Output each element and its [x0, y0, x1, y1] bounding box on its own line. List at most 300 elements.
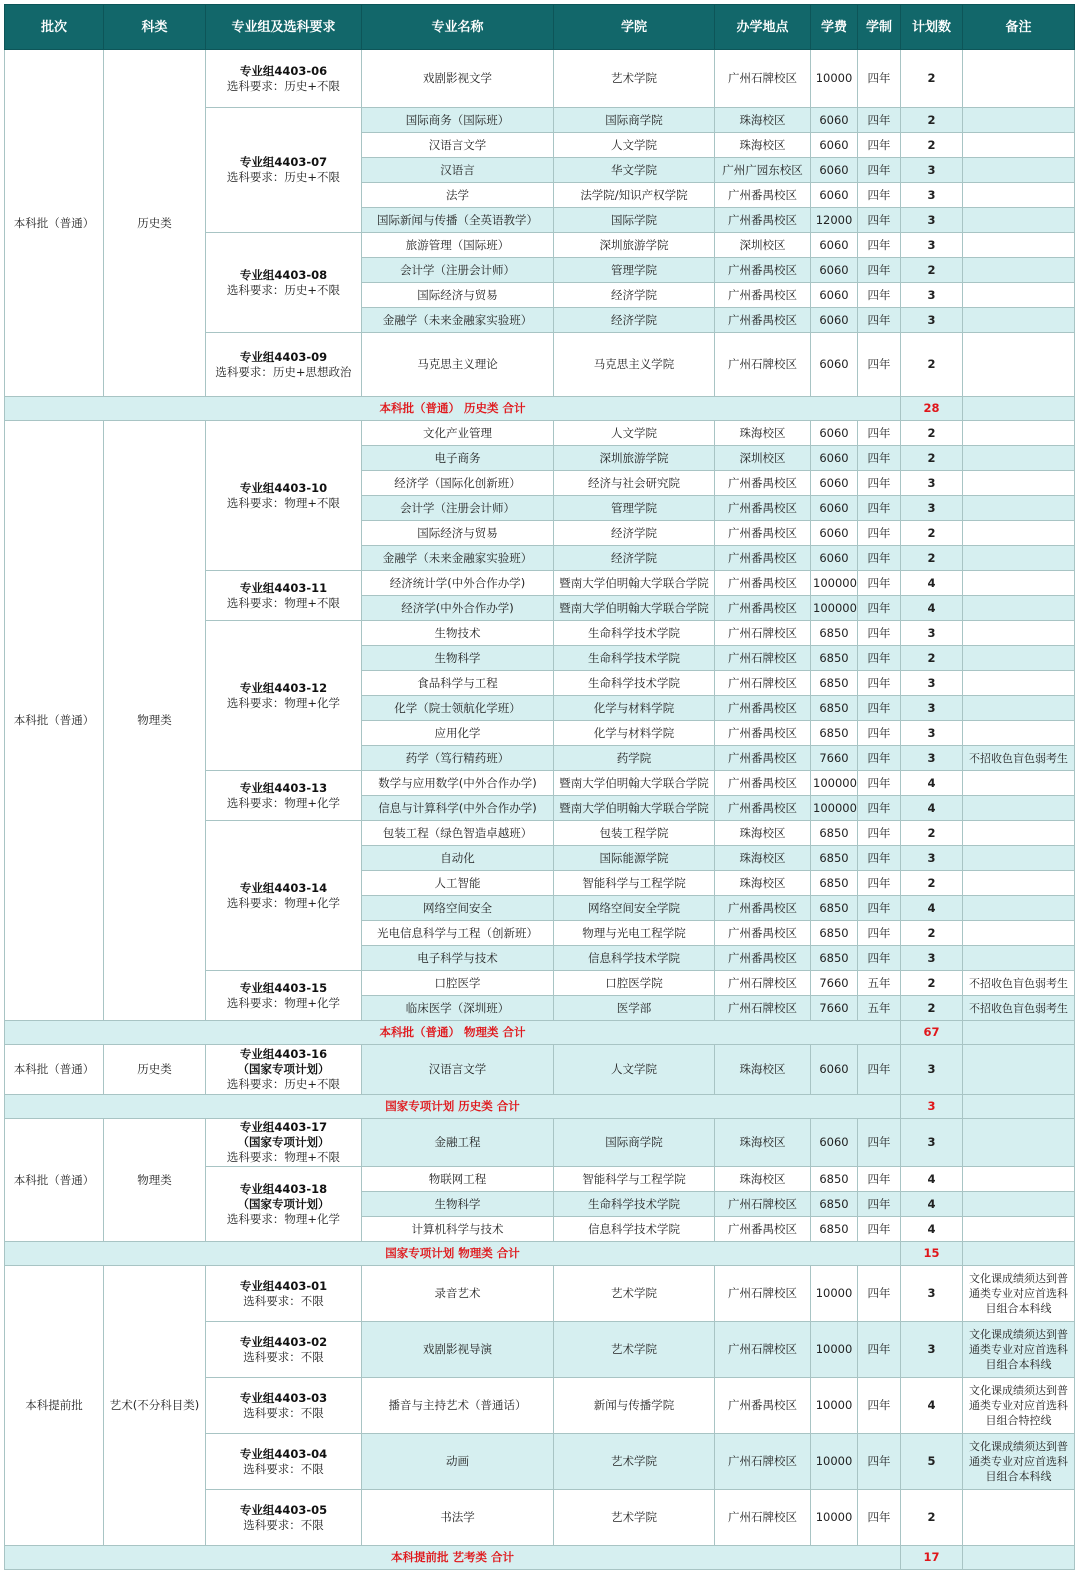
tuition: 6060	[811, 496, 858, 521]
tuition: 7660	[811, 746, 858, 771]
note	[963, 133, 1075, 158]
plan-count: 2	[901, 1490, 963, 1546]
plan-count: 3	[901, 158, 963, 183]
plan-count: 3	[901, 746, 963, 771]
group-code: 专业组4403-05	[239, 1502, 328, 1517]
group-special-plan: （国家专项计划）	[237, 1135, 330, 1149]
college: 物理与光电工程学院	[554, 921, 715, 946]
tuition: 10000	[811, 1322, 858, 1378]
header-duration: 学制	[858, 5, 901, 50]
tuition: 6060	[811, 471, 858, 496]
header-plan: 计划数	[901, 5, 963, 50]
duration: 四年	[858, 183, 901, 208]
major-name: 法学	[362, 183, 554, 208]
note: 不招收色盲色弱考生	[963, 746, 1075, 771]
major-name: 会计学（注册会计师）	[362, 258, 554, 283]
college: 包装工程学院	[554, 821, 715, 846]
college: 暨南大学伯明翰大学联合学院	[554, 771, 715, 796]
group-cell	[206, 621, 362, 771]
subtotal-value: 3	[901, 1095, 963, 1119]
group-code: 专业组4403-09	[239, 349, 328, 364]
major-name: 经济学（国际化创新班）	[362, 471, 554, 496]
duration: 五年	[858, 996, 901, 1021]
campus: 珠海校区	[715, 133, 811, 158]
group-cell	[206, 1322, 362, 1378]
duration: 四年	[858, 446, 901, 471]
group-cell	[206, 821, 362, 971]
group-requirement: 选科要求：物理+化学	[226, 795, 341, 810]
duration: 四年	[858, 871, 901, 896]
campus: 深圳校区	[715, 446, 811, 471]
campus: 广州石牌校区	[715, 971, 811, 996]
campus: 珠海校区	[715, 421, 811, 446]
campus: 广州石牌校区	[715, 996, 811, 1021]
subtotal-note	[963, 1021, 1075, 1045]
group-code: 专业组4403-11	[239, 580, 328, 595]
note	[963, 896, 1075, 921]
major-name: 光电信息科学与工程（创新班）	[362, 921, 554, 946]
group-code: 专业组4403-03	[239, 1390, 328, 1405]
plan-count: 3	[901, 846, 963, 871]
note	[963, 571, 1075, 596]
note: 不招收色盲色弱考生	[963, 971, 1075, 996]
note	[963, 771, 1075, 796]
note	[963, 258, 1075, 283]
plan-count: 2	[901, 996, 963, 1021]
note	[963, 446, 1075, 471]
note	[963, 421, 1075, 446]
duration: 四年	[858, 333, 901, 397]
plan-count: 3	[901, 1045, 963, 1095]
note	[963, 521, 1075, 546]
duration: 四年	[858, 108, 901, 133]
plan-count: 4	[901, 1192, 963, 1217]
plan-count: 2	[901, 50, 963, 108]
plan-count: 4	[901, 896, 963, 921]
college: 经济与社会研究院	[554, 471, 715, 496]
note	[963, 671, 1075, 696]
duration: 四年	[858, 233, 901, 258]
campus: 广州番禺校区	[715, 308, 811, 333]
major-name: 包装工程（绿色智造卓越班）	[362, 821, 554, 846]
tuition: 100000	[811, 596, 858, 621]
tuition: 6060	[811, 258, 858, 283]
duration: 四年	[858, 1434, 901, 1490]
plan-count: 2	[901, 871, 963, 896]
tuition: 6850	[811, 696, 858, 721]
major-name: 书法学	[362, 1490, 554, 1546]
campus: 广州番禺校区	[715, 258, 811, 283]
campus: 珠海校区	[715, 108, 811, 133]
campus: 广州番禺校区	[715, 946, 811, 971]
college: 经济学院	[554, 521, 715, 546]
group-cell	[206, 421, 362, 571]
group-cell	[206, 1045, 362, 1095]
note	[963, 1217, 1075, 1242]
header-major: 专业名称	[362, 5, 554, 50]
subtotal-note	[963, 397, 1075, 421]
plan-count: 2	[901, 333, 963, 397]
college: 管理学院	[554, 258, 715, 283]
group-special-plan: （国家专项计划）	[237, 1196, 330, 1211]
campus: 珠海校区	[715, 1119, 811, 1167]
group-code: 专业组4403-07	[239, 155, 328, 169]
note: 文化课成绩须达到普通类专业对应首选科目组合本科线	[963, 1322, 1075, 1378]
group-requirement: 选科要求：不限	[243, 1405, 324, 1420]
duration: 四年	[858, 771, 901, 796]
major-name: 人工智能	[362, 871, 554, 896]
duration: 四年	[858, 921, 901, 946]
college: 医学部	[554, 996, 715, 1021]
duration: 四年	[858, 1045, 901, 1095]
tuition: 6060	[811, 183, 858, 208]
plan-count: 2	[901, 421, 963, 446]
note	[963, 283, 1075, 308]
campus: 广州番禺校区	[715, 896, 811, 921]
note	[963, 158, 1075, 183]
table-header-row	[5, 5, 1075, 50]
campus: 广州番禺校区	[715, 771, 811, 796]
table-body	[5, 50, 1075, 1570]
college: 生命科学技术学院	[554, 621, 715, 646]
note: 文化课成绩须达到普通类专业对应首选科目组合本科线	[963, 1434, 1075, 1490]
major-name: 动画	[362, 1434, 554, 1490]
major-name: 经济统计学(中外合作办学)	[362, 571, 554, 596]
duration: 四年	[858, 1217, 901, 1242]
note	[963, 721, 1075, 746]
note	[963, 546, 1075, 571]
group-requirement: 选科要求：历史+不限	[226, 170, 341, 184]
group-special-plan: （国家专项计划）	[237, 1062, 330, 1076]
tuition: 6060	[811, 308, 858, 333]
plan-count: 2	[901, 971, 963, 996]
group-requirement: 选科要求：不限	[243, 1293, 324, 1308]
plan-count: 3	[901, 233, 963, 258]
group-requirement: 选科要求：物理+不限	[226, 495, 341, 510]
group-requirement: 选科要求：不限	[243, 1517, 324, 1532]
tuition: 6060	[811, 1119, 858, 1167]
college: 国际能源学院	[554, 846, 715, 871]
plan-count: 3	[901, 283, 963, 308]
college: 国际商学院	[554, 108, 715, 133]
college: 法学院/知识产权学院	[554, 183, 715, 208]
plan-count: 3	[901, 496, 963, 521]
plan-count: 3	[901, 1322, 963, 1378]
major-name: 生物科学	[362, 1192, 554, 1217]
tuition: 6060	[811, 521, 858, 546]
note	[963, 1045, 1075, 1095]
subtotal-row	[5, 1021, 1075, 1045]
major-name: 生物科学	[362, 646, 554, 671]
tuition: 6850	[811, 621, 858, 646]
campus: 广州番禺校区	[715, 596, 811, 621]
tuition: 6060	[811, 1045, 858, 1095]
campus: 广州番禺校区	[715, 571, 811, 596]
college: 信息科学技术学院	[554, 1217, 715, 1242]
group-code: 专业组4403-01	[239, 1278, 328, 1293]
college: 暨南大学伯明翰大学联合学院	[554, 571, 715, 596]
college: 管理学院	[554, 496, 715, 521]
group-requirement: 选科要求：物理+不限	[226, 595, 341, 610]
tuition: 7660	[811, 971, 858, 996]
major-name: 戏剧影视文学	[362, 50, 554, 108]
tuition: 100000	[811, 796, 858, 821]
major-name: 文化产业管理	[362, 421, 554, 446]
group-cell	[206, 50, 362, 108]
major-name: 电子商务	[362, 446, 554, 471]
college: 生命科学技术学院	[554, 1192, 715, 1217]
campus: 广州石牌校区	[715, 1490, 811, 1546]
tuition: 6060	[811, 446, 858, 471]
college: 智能科学与工程学院	[554, 1167, 715, 1192]
duration: 四年	[858, 1490, 901, 1546]
note	[963, 796, 1075, 821]
group-requirement: 选科要求：物理+化学	[226, 895, 341, 910]
tuition: 6850	[811, 1217, 858, 1242]
duration: 四年	[858, 846, 901, 871]
group-cell	[206, 1119, 362, 1167]
major-name: 汉语言文学	[362, 133, 554, 158]
major-name: 旅游管理（国际班）	[362, 233, 554, 258]
group-cell	[206, 971, 362, 1021]
college: 艺术学院	[554, 1322, 715, 1378]
note	[963, 821, 1075, 846]
tuition: 10000	[811, 1434, 858, 1490]
college: 智能科学与工程学院	[554, 871, 715, 896]
plan-count: 3	[901, 621, 963, 646]
tuition: 6850	[811, 671, 858, 696]
college: 人文学院	[554, 1045, 715, 1095]
group-requirement: 选科要求：历史+不限	[226, 282, 341, 297]
major-name: 国际新闻与传播（全英语教学）	[362, 208, 554, 233]
note: 文化课成绩须达到普通类专业对应首选科目组合本科线	[963, 1266, 1075, 1322]
plan-count: 2	[901, 646, 963, 671]
subtotal-row	[5, 1546, 1075, 1570]
plan-count: 4	[901, 1378, 963, 1434]
plan-count: 4	[901, 796, 963, 821]
campus: 广州石牌校区	[715, 1192, 811, 1217]
group-cell	[206, 1378, 362, 1434]
campus: 广州番禺校区	[715, 1217, 811, 1242]
major-name: 应用化学	[362, 721, 554, 746]
batch-cell: 本科批（普通）	[5, 50, 104, 397]
major-name: 金融学（未来金融家实验班）	[362, 308, 554, 333]
college: 生命科学技术学院	[554, 671, 715, 696]
tuition: 6850	[811, 921, 858, 946]
duration: 四年	[858, 1167, 901, 1192]
college: 新闻与传播学院	[554, 1378, 715, 1434]
note	[963, 308, 1075, 333]
campus: 广州石牌校区	[715, 50, 811, 108]
subtotal-label: 国家专项计划 历史类 合计	[5, 1095, 901, 1119]
plan-count: 4	[901, 571, 963, 596]
major-name: 国际商务（国际班）	[362, 108, 554, 133]
college: 深圳旅游学院	[554, 233, 715, 258]
college: 化学与材料学院	[554, 721, 715, 746]
group-code: 专业组4403-10	[239, 480, 328, 495]
major-name: 汉语言	[362, 158, 554, 183]
tuition: 6850	[811, 821, 858, 846]
plan-count: 3	[901, 671, 963, 696]
campus: 广州番禺校区	[715, 521, 811, 546]
major-name: 电子科学与技术	[362, 946, 554, 971]
plan-count: 3	[901, 471, 963, 496]
major-name: 药学（笃行精药班）	[362, 746, 554, 771]
note	[963, 846, 1075, 871]
duration: 四年	[858, 50, 901, 108]
plan-count: 2	[901, 258, 963, 283]
duration: 四年	[858, 283, 901, 308]
plan-count: 2	[901, 921, 963, 946]
group-code: 专业组4403-15	[239, 980, 328, 995]
campus: 广州石牌校区	[715, 621, 811, 646]
college: 药学院	[554, 746, 715, 771]
group-code: 专业组4403-18	[239, 1181, 328, 1196]
note	[963, 1192, 1075, 1217]
major-name: 数学与应用数学(中外合作办学)	[362, 771, 554, 796]
subtotal-label: 国家专项计划 物理类 合计	[5, 1242, 901, 1266]
group-code: 专业组4403-04	[239, 1446, 328, 1461]
campus: 广州番禺校区	[715, 921, 811, 946]
duration: 四年	[858, 721, 901, 746]
group-cell	[206, 1434, 362, 1490]
duration: 四年	[858, 133, 901, 158]
campus: 珠海校区	[715, 871, 811, 896]
college: 暨南大学伯明翰大学联合学院	[554, 596, 715, 621]
group-code: 专业组4403-14	[239, 880, 328, 895]
group-code: 专业组4403-08	[239, 267, 328, 282]
college: 网络空间安全学院	[554, 896, 715, 921]
table-row	[5, 421, 1075, 446]
tuition: 12000	[811, 208, 858, 233]
group-requirement: 选科要求：历史+不限	[226, 1077, 341, 1091]
table-row	[5, 1266, 1075, 1322]
duration: 四年	[858, 646, 901, 671]
note	[963, 108, 1075, 133]
tuition: 6060	[811, 283, 858, 308]
major-name: 生物技术	[362, 621, 554, 646]
header-college: 学院	[554, 5, 715, 50]
group-cell	[206, 108, 362, 233]
duration: 四年	[858, 208, 901, 233]
campus: 广州石牌校区	[715, 333, 811, 397]
category-cell: 历史类	[104, 50, 206, 397]
tuition: 6850	[811, 946, 858, 971]
subtotal-value: 15	[901, 1242, 963, 1266]
subtotal-row	[5, 397, 1075, 421]
subtotal-value: 67	[901, 1021, 963, 1045]
header-group: 专业组及选科要求	[206, 5, 362, 50]
campus: 深圳校区	[715, 233, 811, 258]
note	[963, 621, 1075, 646]
tuition: 6060	[811, 421, 858, 446]
major-name: 网络空间安全	[362, 896, 554, 921]
tuition: 6850	[811, 1167, 858, 1192]
major-name: 食品科学与工程	[362, 671, 554, 696]
college: 经济学院	[554, 308, 715, 333]
group-cell	[206, 333, 362, 397]
campus: 广州番禺校区	[715, 183, 811, 208]
major-name: 口腔医学	[362, 971, 554, 996]
subtotal-value: 28	[901, 397, 963, 421]
campus: 珠海校区	[715, 1045, 811, 1095]
plan-count: 4	[901, 1167, 963, 1192]
note	[963, 696, 1075, 721]
campus: 广州番禺校区	[715, 496, 811, 521]
tuition: 10000	[811, 50, 858, 108]
plan-count: 2	[901, 108, 963, 133]
major-name: 金融工程	[362, 1119, 554, 1167]
major-name: 播音与主持艺术（普通话）	[362, 1378, 554, 1434]
subtotal-note	[963, 1242, 1075, 1266]
note	[963, 1490, 1075, 1546]
campus: 珠海校区	[715, 846, 811, 871]
duration: 四年	[858, 546, 901, 571]
campus: 广州番禺校区	[715, 696, 811, 721]
duration: 四年	[858, 1192, 901, 1217]
major-name: 汉语言文学	[362, 1045, 554, 1095]
group-cell	[206, 1490, 362, 1546]
duration: 四年	[858, 308, 901, 333]
category-cell: 物理类	[104, 421, 206, 1021]
major-name: 马克思主义理论	[362, 333, 554, 397]
tuition: 10000	[811, 1490, 858, 1546]
tuition: 10000	[811, 1266, 858, 1322]
duration: 四年	[858, 421, 901, 446]
note	[963, 471, 1075, 496]
college: 艺术学院	[554, 1490, 715, 1546]
category-cell: 历史类	[104, 1045, 206, 1095]
campus: 广州广园东校区	[715, 158, 811, 183]
college: 华文学院	[554, 158, 715, 183]
duration: 四年	[858, 746, 901, 771]
major-name: 国际经济与贸易	[362, 283, 554, 308]
college: 国际学院	[554, 208, 715, 233]
duration: 四年	[858, 621, 901, 646]
plan-count: 3	[901, 946, 963, 971]
campus: 广州石牌校区	[715, 1322, 811, 1378]
note	[963, 1119, 1075, 1167]
tuition: 6850	[811, 646, 858, 671]
subtotal-label: 本科提前批 艺考类 合计	[5, 1546, 901, 1570]
group-code: 专业组4403-12	[239, 680, 328, 695]
note	[963, 208, 1075, 233]
note	[963, 50, 1075, 108]
major-name: 物联网工程	[362, 1167, 554, 1192]
tuition: 7660	[811, 996, 858, 1021]
duration: 四年	[858, 571, 901, 596]
campus: 广州番禺校区	[715, 1378, 811, 1434]
group-cell	[206, 1266, 362, 1322]
campus: 广州石牌校区	[715, 671, 811, 696]
tuition: 6850	[811, 721, 858, 746]
subtotal-row	[5, 1242, 1075, 1266]
note: 文化课成绩须达到普通类专业对应首选科目组合特控线	[963, 1378, 1075, 1434]
duration: 四年	[858, 496, 901, 521]
group-cell	[206, 1167, 362, 1242]
header-batch: 批次	[5, 5, 104, 50]
plan-count: 3	[901, 721, 963, 746]
duration: 四年	[858, 158, 901, 183]
duration: 四年	[858, 471, 901, 496]
category-cell: 物理类	[104, 1119, 206, 1242]
group-cell	[206, 571, 362, 621]
major-name: 会计学（注册会计师）	[362, 496, 554, 521]
tuition: 100000	[811, 771, 858, 796]
group-requirement: 选科要求：不限	[243, 1461, 324, 1476]
duration: 四年	[858, 1322, 901, 1378]
batch-cell: 本科批（普通）	[5, 1119, 104, 1242]
